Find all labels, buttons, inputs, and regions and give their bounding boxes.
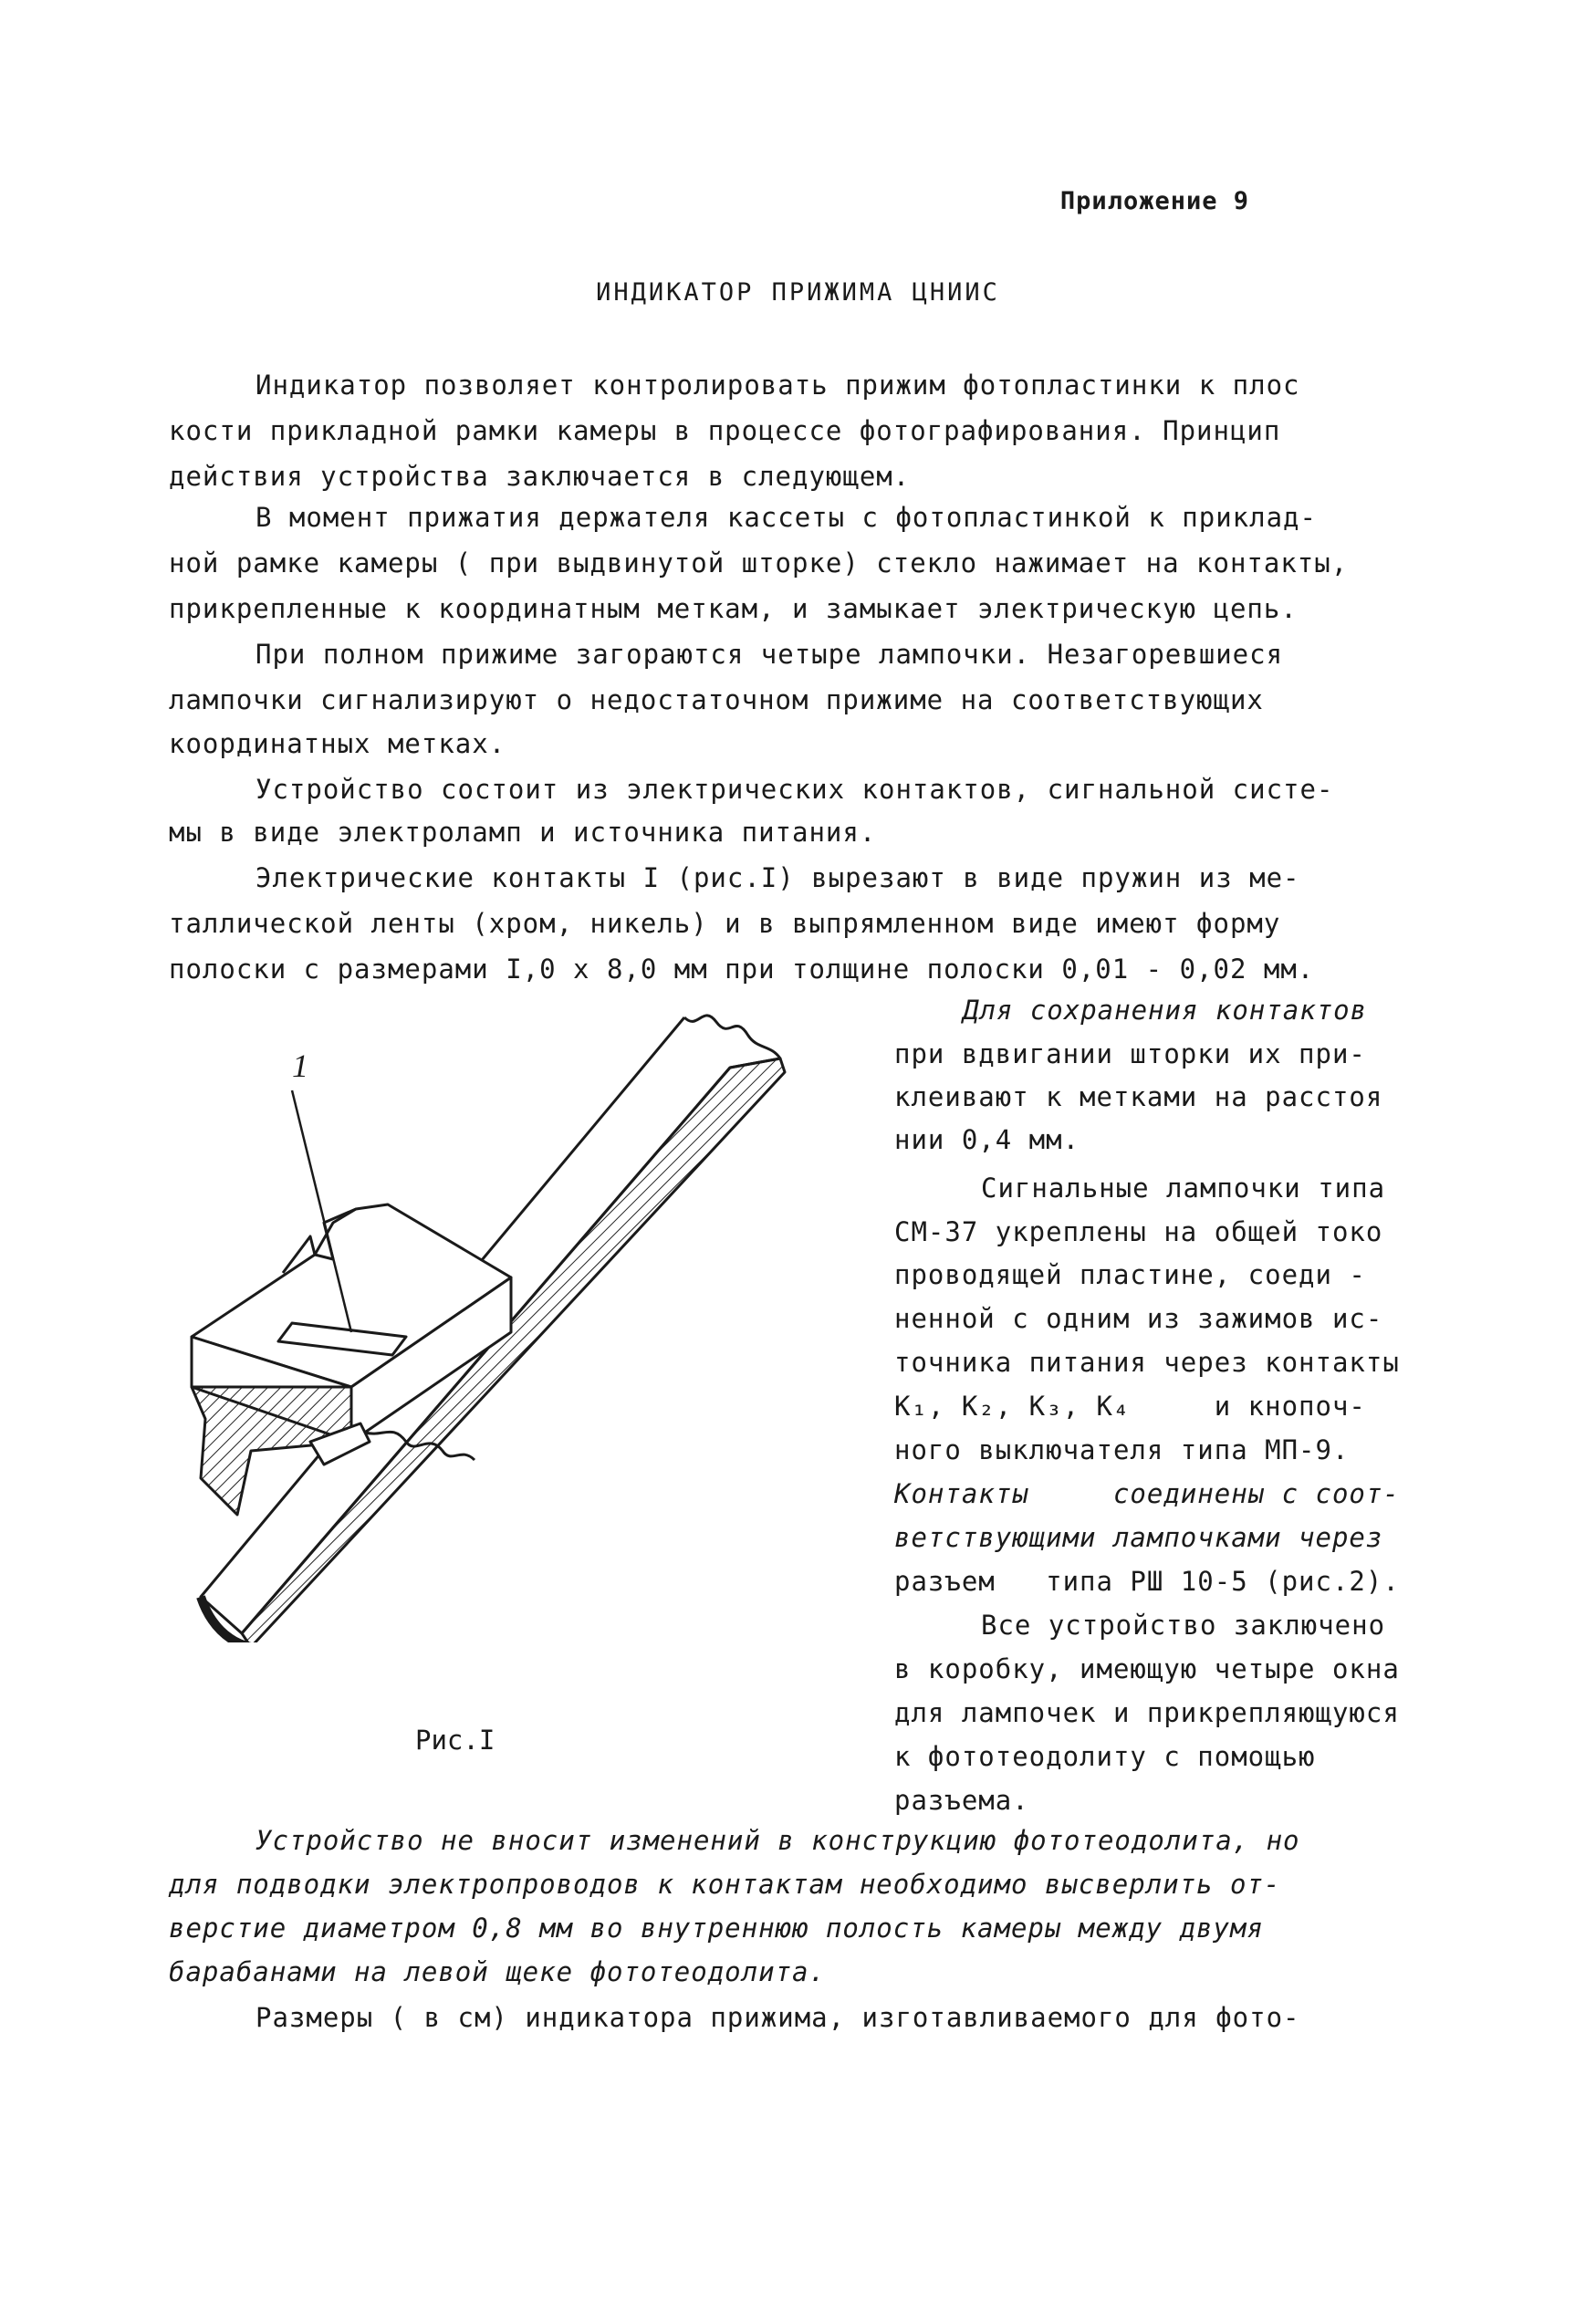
side-text-line: Сигнальные лампочки типа (981, 1173, 1386, 1204)
appendix-label: Приложение 9 (1059, 187, 1249, 215)
text-line: лампочки сигнализируют о недостаточном прижиме на соответствующих (169, 684, 1264, 715)
side-text-line: проводящей пластине, соеди - (894, 1259, 1366, 1290)
side-text-line: точника питания через контакты (894, 1347, 1400, 1378)
side-text-line: клеивают к метками на расстоя (894, 1081, 1383, 1112)
text-line: Устройство не вносит изменений в конструкцию фототеодолита, но (256, 1825, 1300, 1856)
side-text-line: К₁, К₂, К₃, К₄ и кнопоч- (894, 1391, 1366, 1422)
side-text-line: в коробку, имеющую четыре окна (894, 1653, 1400, 1684)
side-text-line: Контакты соединены с соот- (894, 1478, 1400, 1509)
side-text-line: ного выключателя типа МП-9. (894, 1434, 1350, 1465)
text-line: Устройство состоит из электрических контактов, сигнальной систе- (256, 774, 1334, 805)
text-line: Электрические контакты I (рис.I) вырезают в виде пружин из ме- (256, 862, 1300, 893)
text-line: Индикатор позволяет контролировать прижим фотопластинки к плос (256, 370, 1300, 401)
text-line: полоски с размерами I,0 x 8,0 мм при толщине полоски 0,01 - 0,02 мм. (169, 954, 1315, 985)
side-text-line: нии 0,4 мм. (894, 1124, 1080, 1155)
figure-callout-number: 1 (292, 1048, 308, 1084)
side-text-line: разъема. (894, 1785, 1029, 1816)
side-text-line: ненной с одним из зажимов ис- (894, 1303, 1383, 1334)
text-line: При полном прижиме загораются четыре лампочки. Незагоревшиеся (256, 639, 1284, 670)
text-line: барабанами на левой щеке фототеодолита. (169, 1956, 826, 1987)
figure-caption: Рис.I (415, 1725, 495, 1756)
side-text-line: Для сохранения контактов (963, 995, 1368, 1026)
text-line: действия устройства заключается в следующем. (169, 461, 911, 492)
text-line: прикрепленные к координатным меткам, и замыкает электрическую цепь. (169, 593, 1298, 624)
text-line: ной рамке камеры ( при выдвинутой шторке) стекло нажимает на контакты, (169, 547, 1349, 579)
text-line: кости прикладной рамки камеры в процессе фотографирования. Принцип (169, 415, 1281, 446)
text-line: верстие диаметром 0,8 мм во внутреннюю полость камеры между двумя (169, 1913, 1264, 1944)
side-text-line: к фототеодолиту с помощью (894, 1741, 1316, 1772)
text-line: мы в виде электроламп и источника питания. (169, 817, 877, 848)
side-text-line: для лампочек и прикрепляющуюся (894, 1697, 1400, 1728)
text-line: таллической ленты (хром, никель) и в выпрямленном виде имеют форму (169, 908, 1281, 939)
text-line: В момент прижатия держателя кассеты с фотопластинкой к приклад- (256, 502, 1317, 533)
figure-1-drawing (173, 1004, 867, 1642)
side-text-line: Все устройство заключено (981, 1610, 1386, 1641)
text-line: для подводки электропроводов к контактам необходимо высверлить от- (169, 1869, 1281, 1900)
text-line: координатных метках. (169, 728, 506, 759)
side-text-line: СМ-37 укреплены на общей токо (894, 1216, 1383, 1247)
text-line: Размеры ( в см) индикатора прижима, изготавливаемого для фото- (256, 2002, 1300, 2033)
side-text-line: при вдвигании шторки их при- (894, 1038, 1366, 1069)
document-title: ИНДИКАТОР ПРИЖИМА ЦНИИС (596, 278, 1000, 307)
side-text-line: разъем типа РШ 10-5 (рис.2). (894, 1566, 1400, 1597)
side-text-line: ветствующими лампочками через (894, 1522, 1383, 1553)
